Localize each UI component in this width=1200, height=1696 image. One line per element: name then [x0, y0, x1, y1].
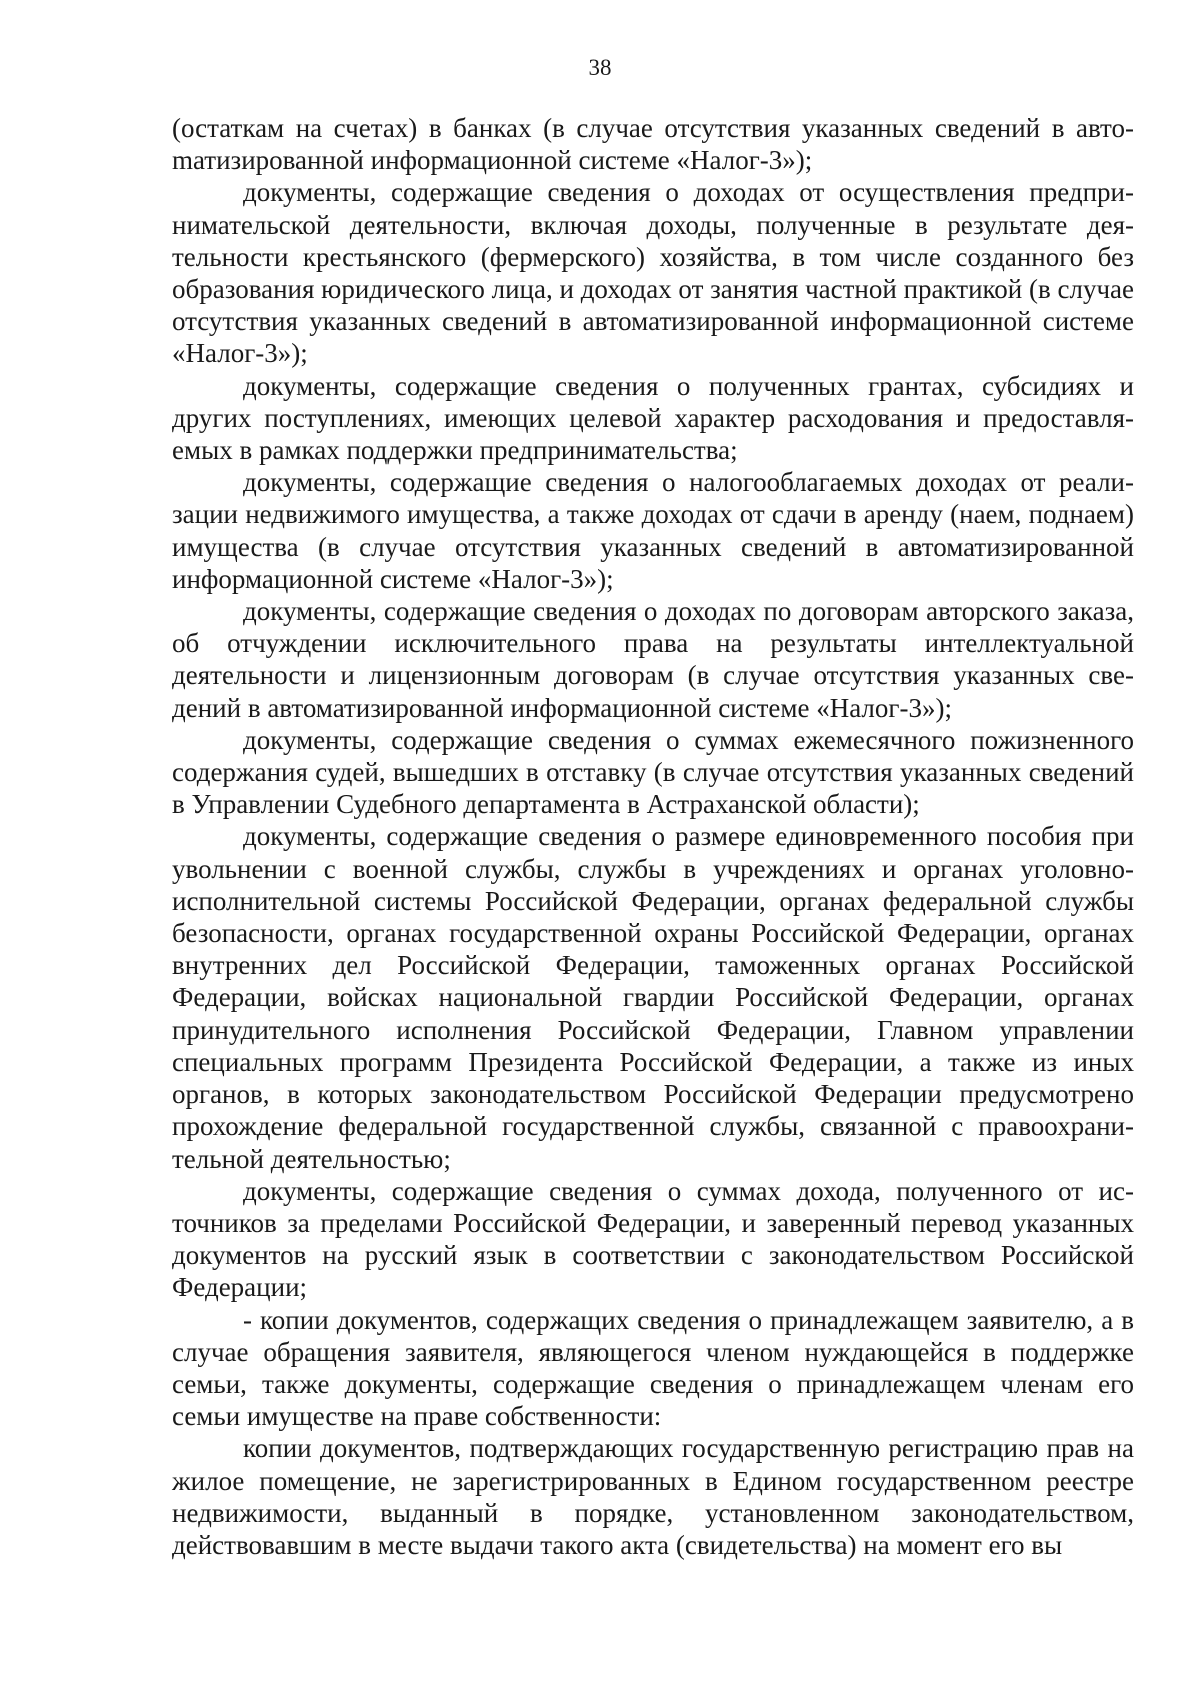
document-body [172, 112, 1134, 1561]
paragraph-foreign-income: документы, содержащие сведения о суммах дохода, полученного от источников за пределами Российской Федерации, и заверенный перевод указанных документов на русский язык в соответствии с законодательством Российской Федерации; [172, 1175, 1134, 1303]
paragraph-judges-allowance: документы, содержащие сведения о суммах ежемесячного пожизненного содержания судей, вышедших в отставку (в случае отсутствия указанных сведений в Управлении Судебного департамента в Астраханской области); [172, 724, 1134, 820]
paragraph-registration-documents: копии документов, подтверждающих государственную регистрацию прав на жилое помещение, не зарегистрированных в Едином государственном реестре недвижимости, выданный в порядке, установленном законодательством, действовавшим в месте выдачи такого акта (свидетельства) на момент его вы [172, 1433, 1134, 1560]
paragraph-property-documents: - копии документов, содержащих сведения о принадлежащем заявителю, а в случае обращения заявителя, являющегося членом нуждающейся в поддержке семьи, также документы, содержащие сведения о принадлежащем членам его семьи имуществе на праве собственности: [172, 1304, 1134, 1432]
paragraph-bank-balances: (остаткам на счетах) в банках (в случае отсутствия указанных сведений в автоmатизированной информационной системе «Налог-3»); [172, 113, 1134, 176]
page-number: 38 [588, 55, 612, 80]
paragraph-business-income: документы, содержащие сведения о доходах от осуществления предпринимательской деятельности, включая доходы, полученные в результате деятельности крестьянского (фермерского) хозяйства, в том числе созданного без образования юридического лица, и доходах от занятия частной практикой (в случае отсутствия указанных сведений в автоматизированной информационной системе «Налог-3»); [172, 177, 1134, 369]
paragraph-severance-benefit: документы, содержащие сведения о размере единовременного пособия при увольнении с военной службы, службы в учреждениях и органах уголовно-исполнительной системы Российской Федерации, органах федеральной службы безопасности, органах государственной охраны Российской Федерации, органах внутренних дел Российской Федерации, таможенных органах Российской Федерации, войсках национальной гвардии Российской Федерации, органах принудительного исполнения Российской Федерации, Главном управлении специальных программ Президента Российской Федерации, а также из иных органов, в которых законодательством Российской Федерации предусмотрено прохождение федеральной государственной службы, связанной с правоохранительной деятельностью; [172, 821, 1134, 1174]
paragraph-real-estate-income: документы, содержащие сведения о налогооблагаемых доходах от реализации недвижимого имущества, а также доходах от сдачи в аренду (наем, поднаем) имущества (в случае отсутствия указанных сведений в автоматизированной информационной системе «Налог-3»); [172, 467, 1134, 594]
paragraph-grants-subsidies: документы, содержащие сведения о полученных грантах, субсидиях и других поступлениях, имеющих целевой характер расходования и предоставляемых в рамках поддержки предпринимательства; [172, 370, 1134, 466]
paragraph-copyright-income: документы, содержащие сведения о доходах по договорам авторского заказа, об отчуждении исключительного права на результаты интеллектуальной деятельности и лицензионным договорам (в случае отсутствия указанных сведений в автоматизированной информационной системе «Налог-3»); [172, 596, 1134, 723]
